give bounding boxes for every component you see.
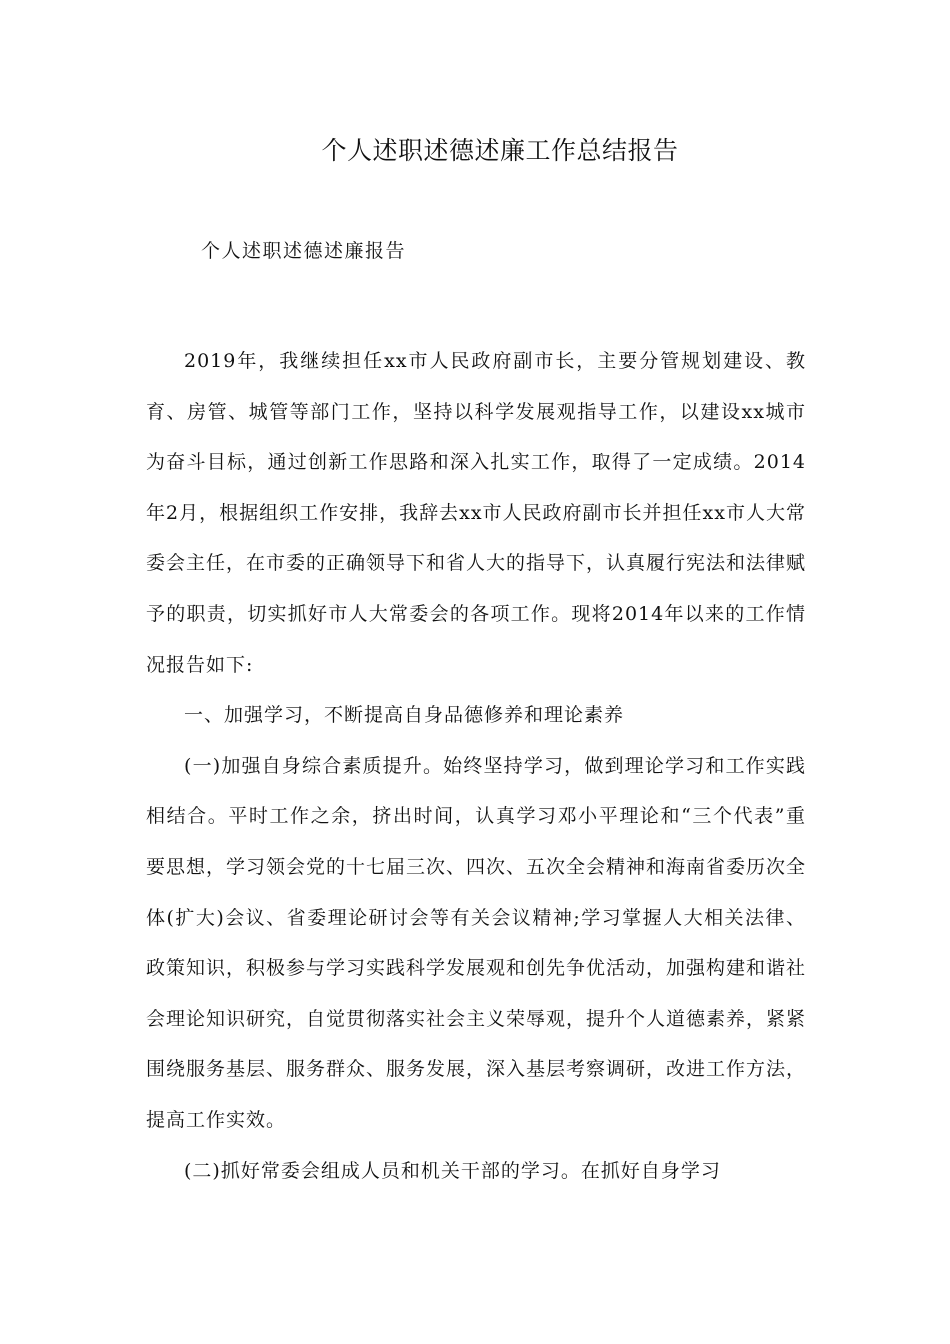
paragraph-section-1-1: (一)加强自身综合素质提升。始终坚持学习，做到理论学习和工作实践相结合。平时工作之余，挤出时间，认真学习邓小平理论和“三个代表”重要思想，学习领会党的十七届三次、四次、五次全会精神和海南省委历次全体(扩大)会议、省委理论研讨会等有关会议精神;学习掌握人大相关法律、政策知识，积极参与学习实践科学发展观和创先争优活动，加强构建和谐社会理论知识研究，自觉贯彻落实社会主义荣辱观，提升个人道德素养，紧紧围绕服务基层、服务群众、服务发展，深入基层考察调研，改进工作方法，提高工作实效。 xyxy=(146,754,807,1131)
document-body xyxy=(146,336,806,1196)
document-subtitle: 个人述职述德述廉报告 xyxy=(201,240,407,262)
paragraph-intro: 2019年，我继续担任xx市人民政府副市长，主要分管规划建设、教育、房管、城管等部门工作，坚持以科学发展观指导工作，以建设xx城市为奋斗目标，通过创新工作思路和深入扎实工作，取得了一定成绩。2014年2月，根据组织工作安排，我辞去xx市人民政府副市长并担任xx市人大常委会主任，在市委的正确领导下和省人大的指导下，认真履行宪法和法律赋予的职责，切实抓好市人大常委会的各项工作。现将2014年以来的工作情况报告如下: xyxy=(146,350,807,676)
paragraph-section-1-2: (二)抓好常委会组成人员和机关干部的学习。在抓好自身学习 xyxy=(184,1159,721,1182)
section-heading-1: 一、加强学习，不断提高自身品德修养和理论素养 xyxy=(184,704,625,727)
document-title: 个人述职述德述廉工作总结报告 xyxy=(321,136,679,165)
